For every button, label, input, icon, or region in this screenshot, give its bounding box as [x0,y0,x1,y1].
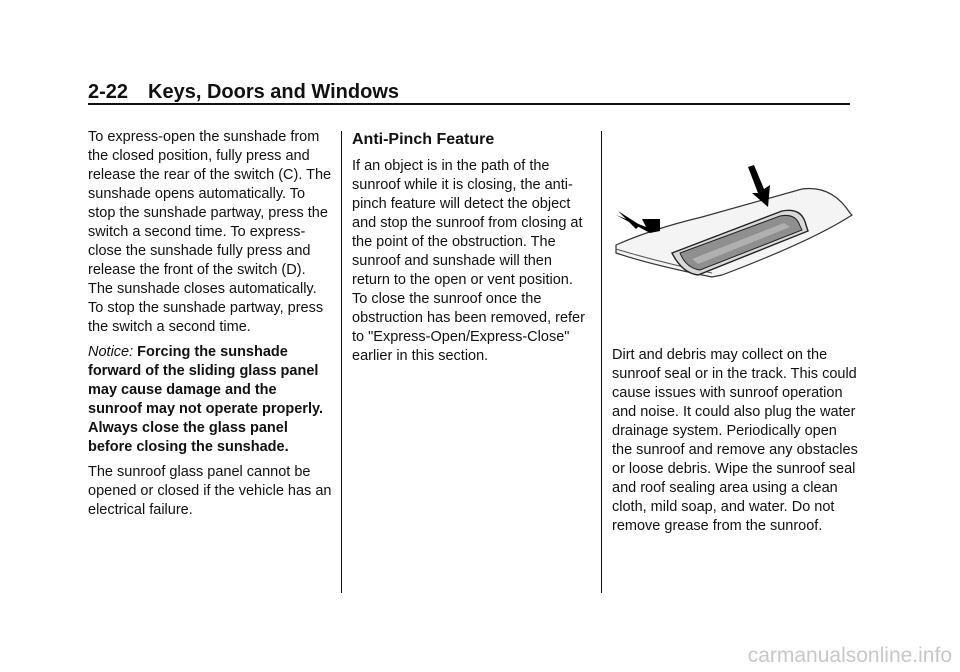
electrical-failure-paragraph: The sunroof glass panel cannot be opened or closed if the vehicle has an electrical failure. [88,464,332,518]
section-title: Keys, Doors and Windows [148,81,399,103]
column-divider-1 [341,131,342,593]
express-open-paragraph: To express-open the sunshade from the closed position, fully press and release the rear of the switch (C). The sunshade opens automatically. To stop the sunshade partway, press the switch a second time. To express-close the sunshade fully press and release the front of the switch (D). The sunshade closes automatically. To stop the sunshade partway, press the switch a second time. [88,129,332,335]
debris-paragraph: Dirt and debris may collect on the sunroof seal or in the track. This could cause issues with sunroof operation and noise. It could also plug the water drainage system. Periodically open the sunroof and remove any obstacles or loose debris. Wipe the sunroof seal and roof sealing area using a clean cloth, mild soap, and water. Do not remove grease from the sunroof. [612,347,858,534]
sunroof-illustration [612,163,862,283]
column-middle [352,128,590,372]
page-number: 2-22 [88,81,129,103]
arrow-icon [616,211,660,233]
column-right [612,346,860,536]
watermark: carmanualsonline.info [747,644,952,667]
anti-pinch-heading: Anti-Pinch Feature [352,131,495,148]
notice-label: Notice: [88,344,134,360]
notice-text: Forcing the sunshade forward of the sliding glass panel may cause damage and the sunroof may not operate properly. Always close the glass panel before closing the sunshade. [88,344,323,455]
column-divider-2 [601,131,602,593]
column-left [88,128,333,526]
notice-paragraph [88,343,333,457]
anti-pinch-paragraph: If an object is in the path of the sunroof while it is closing, the anti-pinch feature will detect the object and stop the sunroof from closing at the point of the obstruction. The sunroof and sunshade will then return to the open or vent position. To close the sunroof once the obstruction has been removed, refer to "Express-Open/Express-Close" earlier in this section. [352,158,585,364]
page-header [88,80,850,104]
header-rule [88,103,850,105]
